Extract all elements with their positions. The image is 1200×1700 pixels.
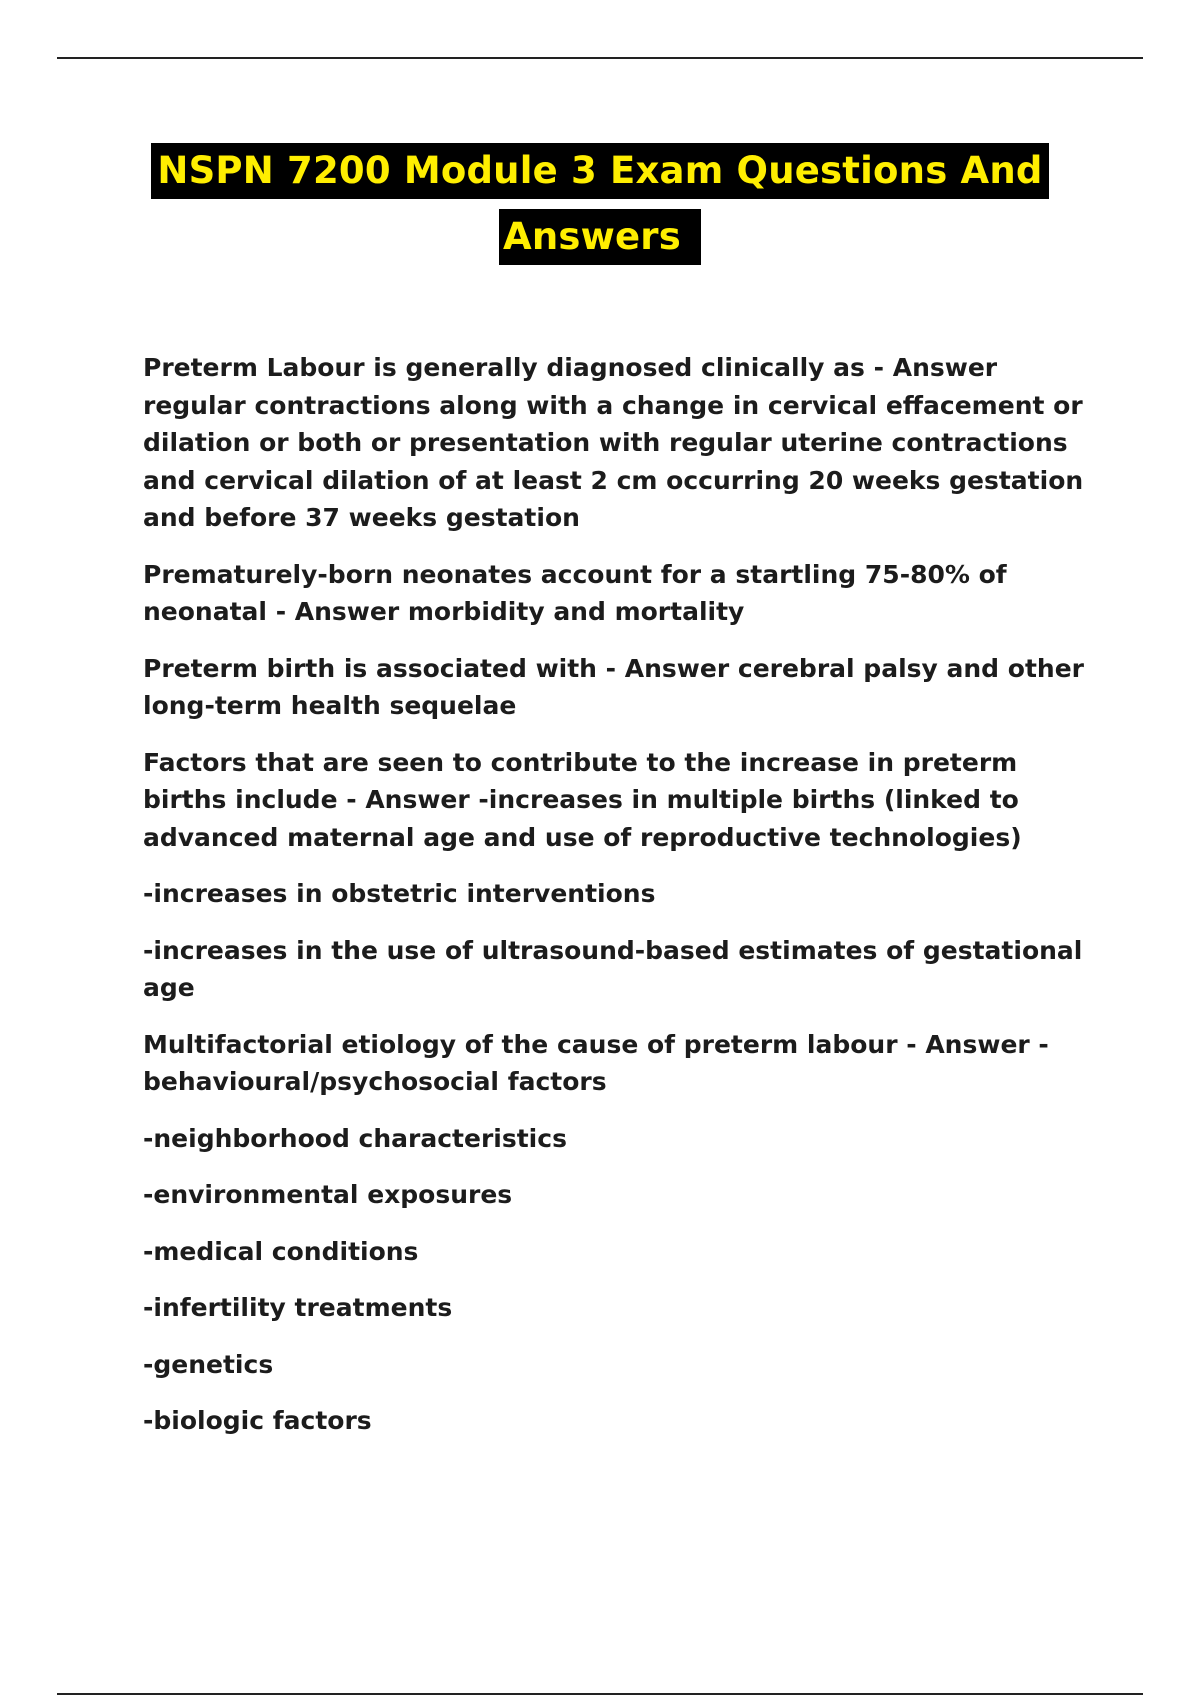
title-line-1: NSPN 7200 Module 3 Exam Questions And (151, 143, 1048, 199)
paragraph-ultrasound-estimates: -increases in the use of ultrasound-based estimates of gestational age (143, 935, 1083, 1002)
title-line-2: Answers (499, 209, 701, 265)
paragraph-contributing-factors: Factors that are seen to contribute to the increase in preterm births include - Answer -increases in multiple births (linked to advanced maternal age and use of reproductive technologies) (143, 747, 1022, 852)
paragraph-neighborhood: -neighborhood characteristics (143, 1123, 567, 1153)
paragraph-environmental: -environmental exposures (143, 1180, 513, 1209)
paragraph-infertility: -infertility treatments (143, 1293, 453, 1322)
paragraph-multifactorial-etiology: Multifactorial etiology of the cause of preterm labour - Answer -behavioural/psychosocial factors (143, 1029, 1049, 1096)
paragraph-preterm-labour-definition: Preterm Labour is generally diagnosed clinically as - Answer regular contractions along with a change in cervical effacement or dilation or both or presentation with regular uterine contractions and cervical dilation of at least 2 cm occurring 20 weeks gestation and before 37 weeks gestation (143, 353, 1084, 532)
paragraph-neonatal-morbidity: Prematurely-born neonates account for a startling 75-80% of neonatal - Answer morbidity and mortality (143, 559, 1007, 626)
document-title (0, 143, 1200, 265)
bottom-rule (57, 1693, 1143, 1695)
paragraph-biologic: -biologic factors (143, 1406, 372, 1435)
paragraph-preterm-birth-association: Preterm birth is associated with - Answer cerebral palsy and other long-term health sequelae (143, 653, 1084, 720)
paragraph-genetics: -genetics (143, 1349, 274, 1379)
document-body (143, 349, 1103, 1459)
paragraph-medical-conditions: -medical conditions (143, 1236, 419, 1266)
paragraph-obstetric-interventions: -increases in obstetric interventions (143, 879, 656, 908)
top-rule (57, 57, 1143, 59)
